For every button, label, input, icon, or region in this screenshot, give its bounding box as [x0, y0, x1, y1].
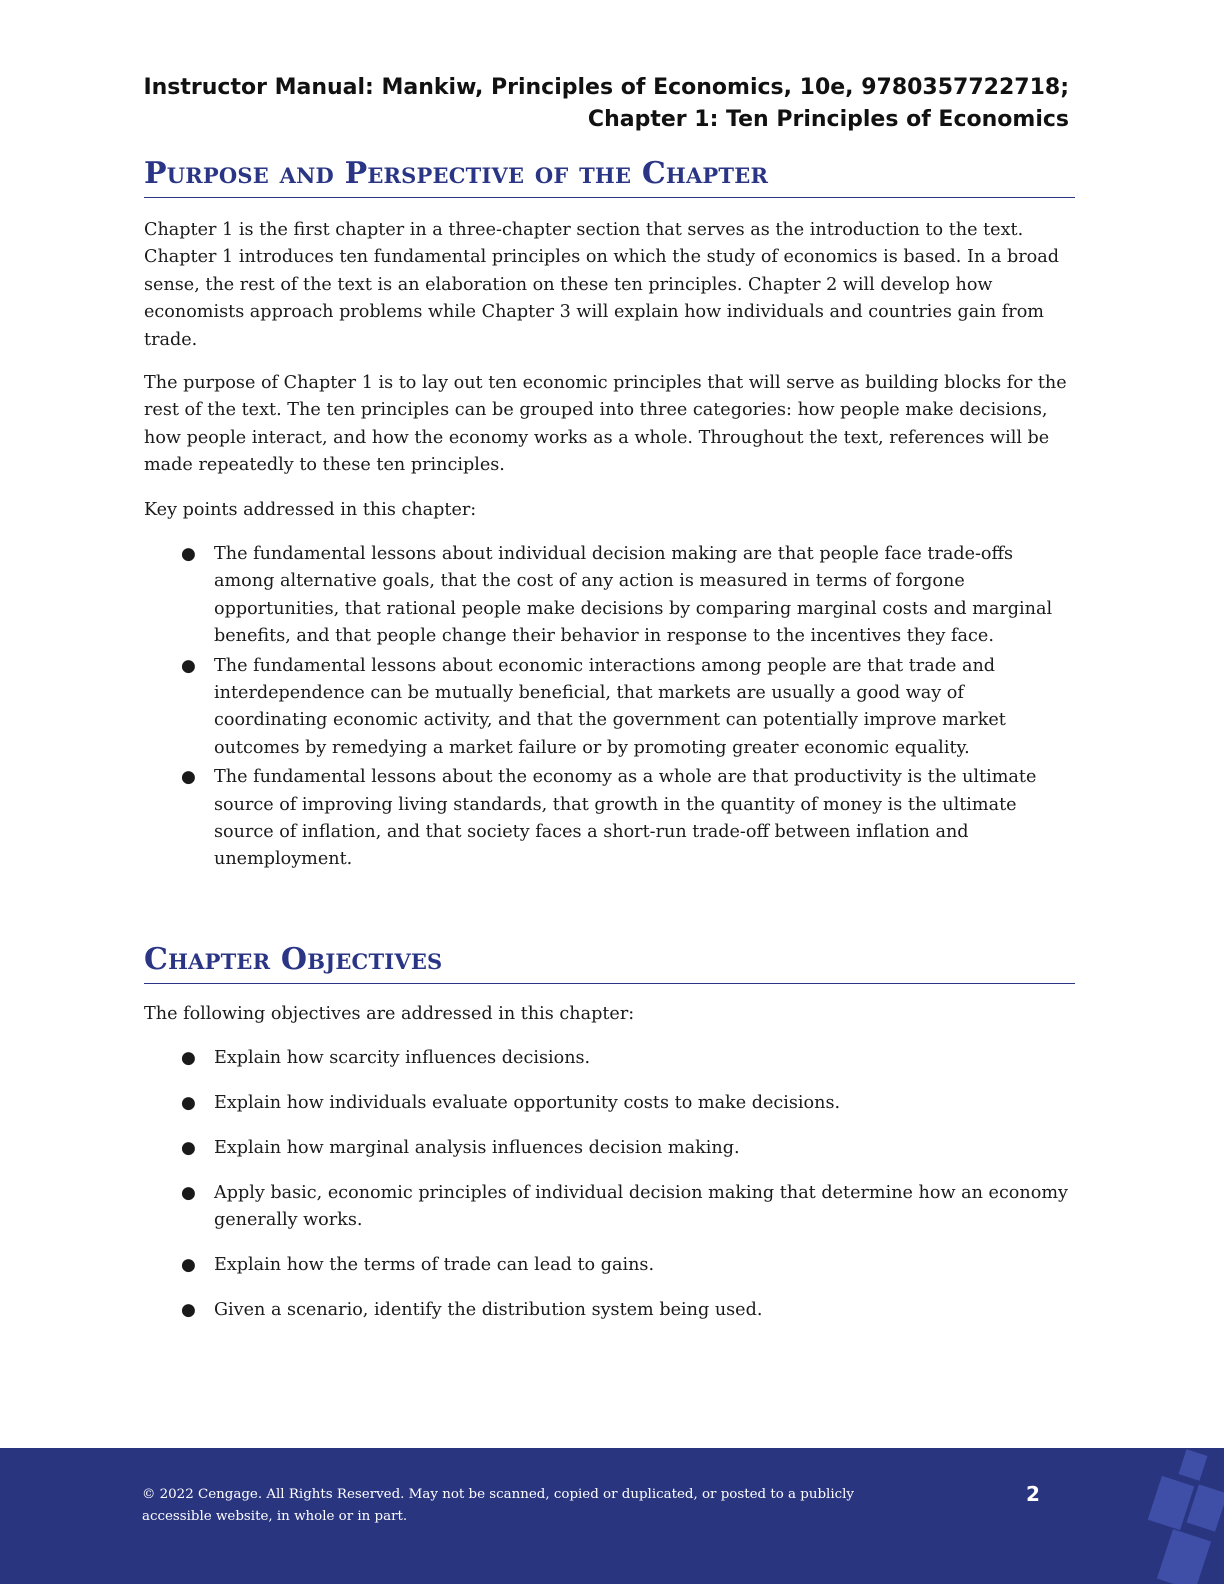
copyright-line-1: © 2022 Cengage. All Rights Reserved. May not be scanned, copied or duplicated, or posted to a publicly — [142, 1487, 854, 1502]
bullet-dot-icon: ● — [181, 1300, 196, 1321]
list-item: ● Explain how marginal analysis influences decision making. — [214, 1135, 1076, 1162]
key-points-intro: Key points addressed in this chapter: — [144, 500, 477, 520]
objectives-intro: The following objectives are addressed in this chapter: — [144, 1004, 635, 1024]
list-item: ● Explain how scarcity influences decisions. — [214, 1045, 1076, 1072]
bullet-dot-icon: ● — [181, 655, 196, 676]
header-line-2: Chapter 1: Ten Principles of Economics — [587, 107, 1069, 132]
purpose-paragraph-1: Chapter 1 is the first chapter in a three-chapter section that serves as the introduction to the text. Chapter 1 introduces ten fundamental principles on which the study of economics is based. In a broad sense, the rest of the text is an elaboration on these ten principles. Chapter 2 will develop how economists approach problems while Chapter 3 will explain how individuals and countries gain from trade. — [144, 220, 1059, 350]
key-points-list — [181, 541, 1076, 876]
copyright-line-2: accessible website, in whole or in part. — [142, 1509, 408, 1524]
bullet-dot-icon: ● — [181, 1093, 196, 1113]
document-header — [119, 72, 1069, 136]
list-item: ● The fundamental lessons about individual decision making are that people face trade-offs among alternative goals, that the cost of any action is measured in terms of forgone opportunities, that rational people make decisions by comparing marginal costs and marginal benefits, and that people change their behavior in response to the incentives they face. — [214, 541, 1076, 651]
list-item: ● The fundamental lessons about economic interactions among people are that trade and interdependence can be mutually beneficial, that markets are usually a good way of coordinating economic activity, and that the government can potentially improve market outcomes by remedying a market failure or by promoting greater economic equality. — [214, 653, 1076, 763]
section-title-purpose: Purpose and Perspective of the Chapter — [144, 155, 1075, 198]
page-number: 2 — [1026, 1482, 1040, 1506]
purpose-paragraph-2: The purpose of Chapter 1 is to lay out ten economic principles that will serve as building blocks for the rest of the text. The ten principles can be grouped into three categories: how people make decisions, how people interact, and how the economy works as a whole. Throughout the text, references will be made repeatedly to these ten principles. — [144, 373, 1067, 476]
objectives-list — [181, 1045, 1076, 1342]
bullet-dot-icon: ● — [181, 767, 196, 788]
section-title-objectives: Chapter Objectives — [144, 941, 1075, 984]
list-item: ● The fundamental lessons about the economy as a whole are that productivity is the ultimate source of improving living standards, that growth in the quantity of money is the ultimate source of inflation, and that society faces a short-run trade-off between inflation and unemployment. — [214, 764, 1076, 874]
list-item: ● Given a scenario, identify the distribution system being used. — [214, 1297, 1076, 1324]
bullet-dot-icon: ● — [181, 1048, 196, 1068]
copyright-notice — [142, 1484, 902, 1528]
list-item: ● Apply basic, economic principles of individual decision making that determine how an economy generally works. — [214, 1180, 1076, 1235]
header-line-1: Instructor Manual: Mankiw, Principles of Economics, 10e, 9780357722718; — [143, 75, 1069, 100]
list-item: ● Explain how individuals evaluate opportunity costs to make decisions. — [214, 1090, 1076, 1117]
bullet-dot-icon: ● — [181, 1183, 196, 1203]
bullet-dot-icon: ● — [181, 1255, 196, 1276]
bullet-dot-icon: ● — [181, 1138, 196, 1158]
list-item: ● Explain how the terms of trade can lead to gains. — [214, 1252, 1076, 1279]
cengage-logo-icon — [1130, 1448, 1224, 1584]
bullet-dot-icon: ● — [181, 544, 196, 564]
page-footer — [0, 1448, 1224, 1584]
